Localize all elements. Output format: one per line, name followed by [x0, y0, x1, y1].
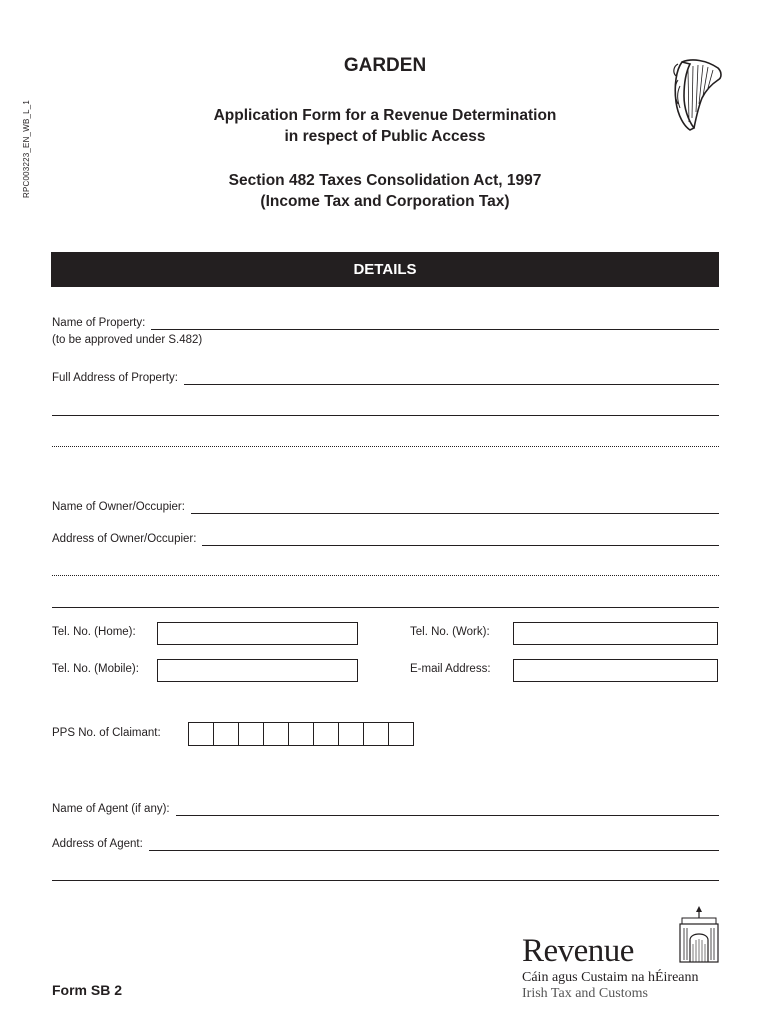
- owner-name-field[interactable]: [191, 500, 719, 514]
- email-input[interactable]: [513, 659, 718, 682]
- property-name-field[interactable]: [151, 316, 719, 330]
- property-name-note: (to be approved under S.482): [52, 334, 203, 346]
- agent-address-row: [52, 835, 719, 851]
- property-address-label: Full Address of Property:: [52, 372, 178, 384]
- owner-address-field[interactable]: [202, 532, 719, 546]
- form-id: Form SB 2: [52, 982, 123, 998]
- tel-home-input[interactable]: [157, 622, 358, 645]
- revenue-irish-name: Cáin agus Custaim na hÉireann: [522, 970, 699, 985]
- property-name-label: Name of Property:: [52, 317, 146, 329]
- agent-address-field[interactable]: [149, 837, 719, 851]
- revenue-english-name: Irish Tax and Customs: [522, 986, 648, 1001]
- pps-digit-box[interactable]: [213, 722, 239, 746]
- agent-name-label: Name of Agent (if any):: [52, 803, 170, 815]
- property-address-row: [52, 369, 719, 385]
- property-address-field[interactable]: [184, 371, 719, 385]
- pps-digit-box[interactable]: [188, 722, 214, 746]
- agent-address-line-2[interactable]: [52, 880, 719, 881]
- owner-name-label: Name of Owner/Occupier:: [52, 501, 185, 513]
- tel-home-label: Tel. No. (Home):: [52, 626, 136, 638]
- revenue-logo: [522, 934, 699, 1002]
- agent-name-row: [52, 800, 719, 816]
- details-section-header: DETAILS: [51, 252, 719, 287]
- owner-address-row: [52, 530, 719, 546]
- email-label: E-mail Address:: [410, 663, 491, 675]
- pps-digit-box[interactable]: [313, 722, 339, 746]
- owner-name-row: [52, 498, 719, 514]
- owner-address-label: Address of Owner/Occupier:: [52, 533, 197, 545]
- tel-work-input[interactable]: [513, 622, 718, 645]
- pps-digit-box[interactable]: [288, 722, 314, 746]
- form-subtitle-section: Section 482 Taxes Consolidation Act, 1997 (Income Tax and Corporation Tax): [228, 172, 542, 210]
- tel-mobile-input[interactable]: [157, 659, 358, 682]
- pps-digit-box[interactable]: [238, 722, 264, 746]
- pps-digit-box[interactable]: [388, 722, 414, 746]
- property-address-line-2[interactable]: [52, 415, 719, 416]
- owner-address-line-3[interactable]: [52, 607, 719, 608]
- owner-address-line-2[interactable]: [52, 575, 719, 576]
- form-subtitle-application: Application Form for a Revenue Determination in respect of Public Access: [213, 107, 557, 145]
- revenue-wordmark: Revenue: [522, 933, 634, 969]
- agent-name-field[interactable]: [176, 802, 719, 816]
- pps-digit-box[interactable]: [263, 722, 289, 746]
- pps-number-boxes: [188, 722, 414, 746]
- property-name-row: [52, 314, 719, 330]
- pps-label: PPS No. of Claimant:: [52, 727, 161, 739]
- tel-mobile-label: Tel. No. (Mobile):: [52, 663, 139, 675]
- form-title: GARDEN: [343, 55, 427, 76]
- property-address-line-3[interactable]: [52, 446, 719, 447]
- tel-work-label: Tel. No. (Work):: [410, 626, 490, 638]
- pps-digit-box[interactable]: [338, 722, 364, 746]
- form-reference-code: RPC003223_EN_WB_L_1: [22, 99, 31, 198]
- pps-digit-box[interactable]: [363, 722, 389, 746]
- agent-address-label: Address of Agent:: [52, 838, 143, 850]
